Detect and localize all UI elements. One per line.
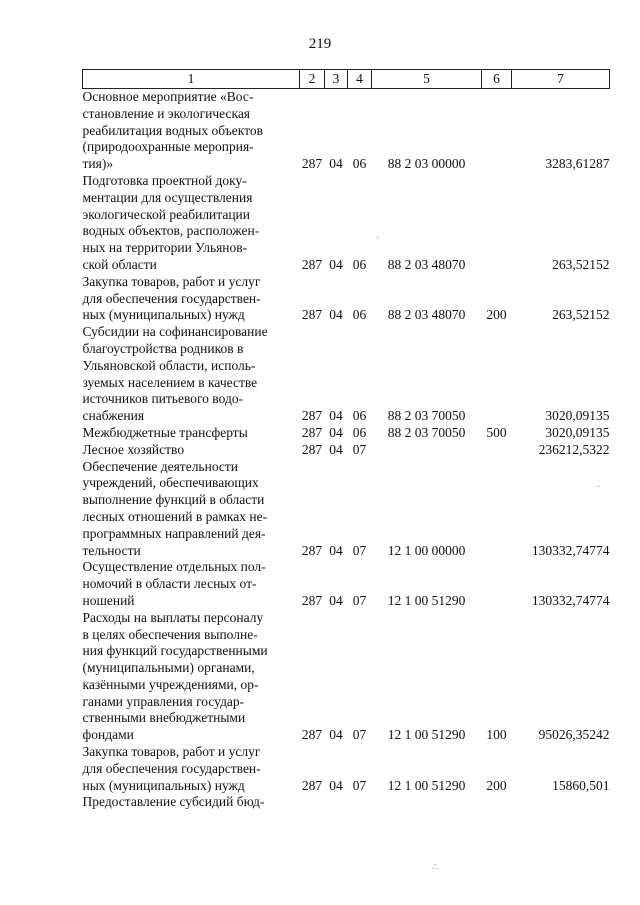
row-name-line: Обеспечение деятельности — [82, 458, 239, 474]
row-name-line: становление и экологическая — [82, 105, 251, 121]
row-name-line: ношений — [82, 592, 135, 608]
row-name-line: снабжения — [82, 408, 145, 424]
subsection-code: 07 — [352, 441, 367, 457]
table-row — [83, 425, 610, 442]
row-name-line: для обеспечения государствен- — [82, 760, 261, 776]
row-name-line: выполнение функций в области — [82, 492, 265, 508]
row-name-line: ственными внебюджетными — [82, 710, 246, 726]
row-name — [83, 559, 300, 609]
ministry-code: 287 — [301, 777, 323, 793]
column-header-2: 2 — [300, 70, 325, 89]
row-name-line: Межбюджетные трансферты — [82, 424, 248, 440]
row-name — [83, 794, 300, 811]
subsection-code: 06 — [352, 156, 367, 172]
row-name-line: казёнными учреждениями, ор- — [82, 676, 259, 692]
expense-type-code — [482, 442, 512, 459]
row-name-line: благоустройства родников в — [82, 340, 244, 356]
row-name-line: Подготовка проектной доку- — [82, 172, 247, 188]
scan-speck: · — [597, 482, 601, 493]
subsection-code: 06 — [352, 256, 367, 272]
row-name-line: ментации для осуществления — [82, 189, 253, 205]
expense-type-code: 500 — [486, 424, 507, 440]
page-number: 219 — [308, 36, 332, 52]
column-header-6: 6 — [482, 70, 512, 89]
target-article-code: 12 1 00 51290 — [387, 727, 466, 743]
target-article-code: 88 2 03 48070 — [387, 256, 466, 272]
row-name-line: реабилитация водных объектов — [82, 122, 263, 138]
row-name-line: номочий в области лесных от- — [82, 576, 257, 592]
table-row — [83, 459, 610, 560]
amount: 95026,35242 — [538, 727, 610, 743]
ministry-code: 287 — [301, 592, 323, 608]
row-name — [83, 442, 300, 459]
section-code: 04 — [329, 156, 343, 172]
subsection-code: 06 — [352, 408, 367, 424]
row-name-line: водных объектов, расположен- — [82, 223, 260, 239]
row-name-line: ных (муниципальных) нужд — [82, 307, 245, 323]
table-row — [83, 173, 610, 274]
expense-type-code: 200 — [486, 307, 507, 323]
row-name-line: ской области — [82, 256, 157, 272]
column-header-7: 7 — [512, 70, 610, 89]
row-name-line: Предоставление субсидий бюд- — [82, 794, 265, 810]
subsection-code: 07 — [352, 542, 367, 558]
row-name — [83, 173, 300, 274]
row-name — [83, 744, 300, 794]
ministry-code: 287 — [301, 307, 323, 323]
budget-table — [82, 69, 610, 811]
row-name-line: фондами — [82, 727, 134, 743]
row-name-line: учреждений, обеспечивающих — [82, 475, 259, 491]
row-name-line: Закупка товаров, работ и услуг — [82, 273, 261, 289]
row-name — [83, 610, 300, 744]
amount: 3020,09135 — [545, 424, 610, 440]
row-name-line: Закупка товаров, работ и услуг — [82, 744, 261, 760]
ministry-code: 287 — [301, 542, 323, 558]
subsection-code: 07 — [352, 777, 367, 793]
table-row — [83, 89, 610, 173]
target-article-code: 12 1 00 51290 — [387, 592, 466, 608]
amount: 263,52152 — [552, 256, 610, 272]
subsection-code — [348, 794, 372, 811]
table-row — [83, 324, 610, 425]
section-code: 04 — [329, 777, 343, 793]
subsection-code: 06 — [352, 424, 367, 440]
row-name-line: источников питьевого водо- — [82, 391, 244, 407]
expense-type-code: 200 — [486, 777, 507, 793]
ministry-code: 287 — [301, 441, 323, 457]
section-code: 04 — [329, 727, 343, 743]
scan-speck: ∴ — [432, 862, 439, 873]
amount: 236212,5322 — [538, 441, 610, 457]
target-article-code: 88 2 03 70050 — [387, 408, 466, 424]
table-row — [83, 744, 610, 794]
row-name — [83, 425, 300, 442]
row-name-line: тельности — [82, 542, 141, 558]
section-code: 04 — [329, 592, 343, 608]
target-article-code — [372, 794, 482, 811]
row-name-line: лесных отношений в рамках не- — [82, 508, 268, 524]
scan-speck: · — [376, 233, 380, 244]
row-name-line: ных (муниципальных) нужд — [82, 777, 245, 793]
section-code: 04 — [329, 307, 343, 323]
row-name-line: для обеспечения государствен- — [82, 290, 261, 306]
row-name — [83, 324, 300, 425]
section-code — [325, 794, 348, 811]
row-name-line: (природоохранные мероприя- — [82, 139, 254, 155]
table-row — [83, 442, 610, 459]
row-name — [83, 89, 300, 173]
row-name-line: Лесное хозяйство — [82, 441, 185, 457]
ministry-code: 287 — [301, 156, 323, 172]
row-name-line: (муниципальными) органами, — [82, 660, 255, 676]
table-body — [83, 89, 610, 812]
column-header-1: 1 — [83, 70, 300, 89]
ministry-code: 287 — [301, 256, 323, 272]
ministry-code: 287 — [301, 408, 323, 424]
target-article-code: 88 2 03 00000 — [387, 156, 466, 172]
table-row — [83, 274, 610, 324]
expense-type-code — [482, 459, 512, 560]
subsection-code: 06 — [352, 307, 367, 323]
row-name-line: Осуществление отдельных пол- — [82, 559, 266, 575]
row-name-line: ния функций государственными — [82, 643, 268, 659]
row-name-line: тия)» — [82, 156, 114, 172]
column-header-4: 4 — [348, 70, 372, 89]
section-code: 04 — [329, 256, 343, 272]
expense-type-code — [482, 173, 512, 274]
expense-type-code — [482, 89, 512, 173]
amount — [512, 794, 610, 811]
row-name-line: ганами управления государ- — [82, 693, 245, 709]
expense-type-code — [482, 794, 512, 811]
row-name-line: Расходы на выплаты персоналу — [82, 609, 264, 625]
expense-type-code: 100 — [486, 727, 507, 743]
expense-type-code — [482, 324, 512, 425]
row-name-line: экологической реабилитации — [82, 206, 251, 222]
table-header-row — [83, 70, 610, 89]
target-article-code: 88 2 03 70050 — [387, 424, 466, 440]
column-header-5: 5 — [372, 70, 482, 89]
row-name — [83, 459, 300, 560]
row-name-line: Субсидии на софинансирование — [82, 324, 268, 340]
section-code: 04 — [329, 542, 343, 558]
row-name-line: в целях обеспечения выполне- — [82, 626, 258, 642]
target-article-code: 12 1 00 00000 — [387, 542, 466, 558]
ministry-code — [300, 794, 325, 811]
target-article-code: 12 1 00 51290 — [387, 777, 466, 793]
table-row — [83, 559, 610, 609]
amount: 263,52152 — [552, 307, 610, 323]
row-name-line: Основное мероприятие «Вос- — [82, 89, 254, 104]
column-header-3: 3 — [325, 70, 348, 89]
section-code: 04 — [329, 408, 343, 424]
table-row — [83, 794, 610, 811]
ministry-code: 287 — [301, 424, 323, 440]
row-name-line: Ульяновской области, исполь- — [82, 357, 256, 373]
subsection-code: 07 — [352, 727, 367, 743]
row-name-line: зуемых населением в качестве — [82, 374, 258, 390]
amount: 15860,501 — [552, 777, 610, 793]
amount: 130332,74774 — [531, 592, 610, 608]
row-name — [83, 274, 300, 324]
amount: 3020,09135 — [545, 408, 610, 424]
target-article-code — [372, 442, 482, 459]
table-row — [83, 610, 610, 744]
subsection-code: 07 — [352, 592, 367, 608]
section-code: 04 — [329, 424, 343, 440]
row-name-line: программных направлений дея- — [82, 525, 266, 541]
section-code: 04 — [329, 441, 343, 457]
expense-type-code — [482, 559, 512, 609]
row-name-line: ных на территории Ульянов- — [82, 240, 248, 256]
amount: 130332,74774 — [531, 542, 610, 558]
amount: 3283,61287 — [545, 156, 610, 172]
target-article-code: 88 2 03 48070 — [387, 307, 466, 323]
ministry-code: 287 — [301, 727, 323, 743]
